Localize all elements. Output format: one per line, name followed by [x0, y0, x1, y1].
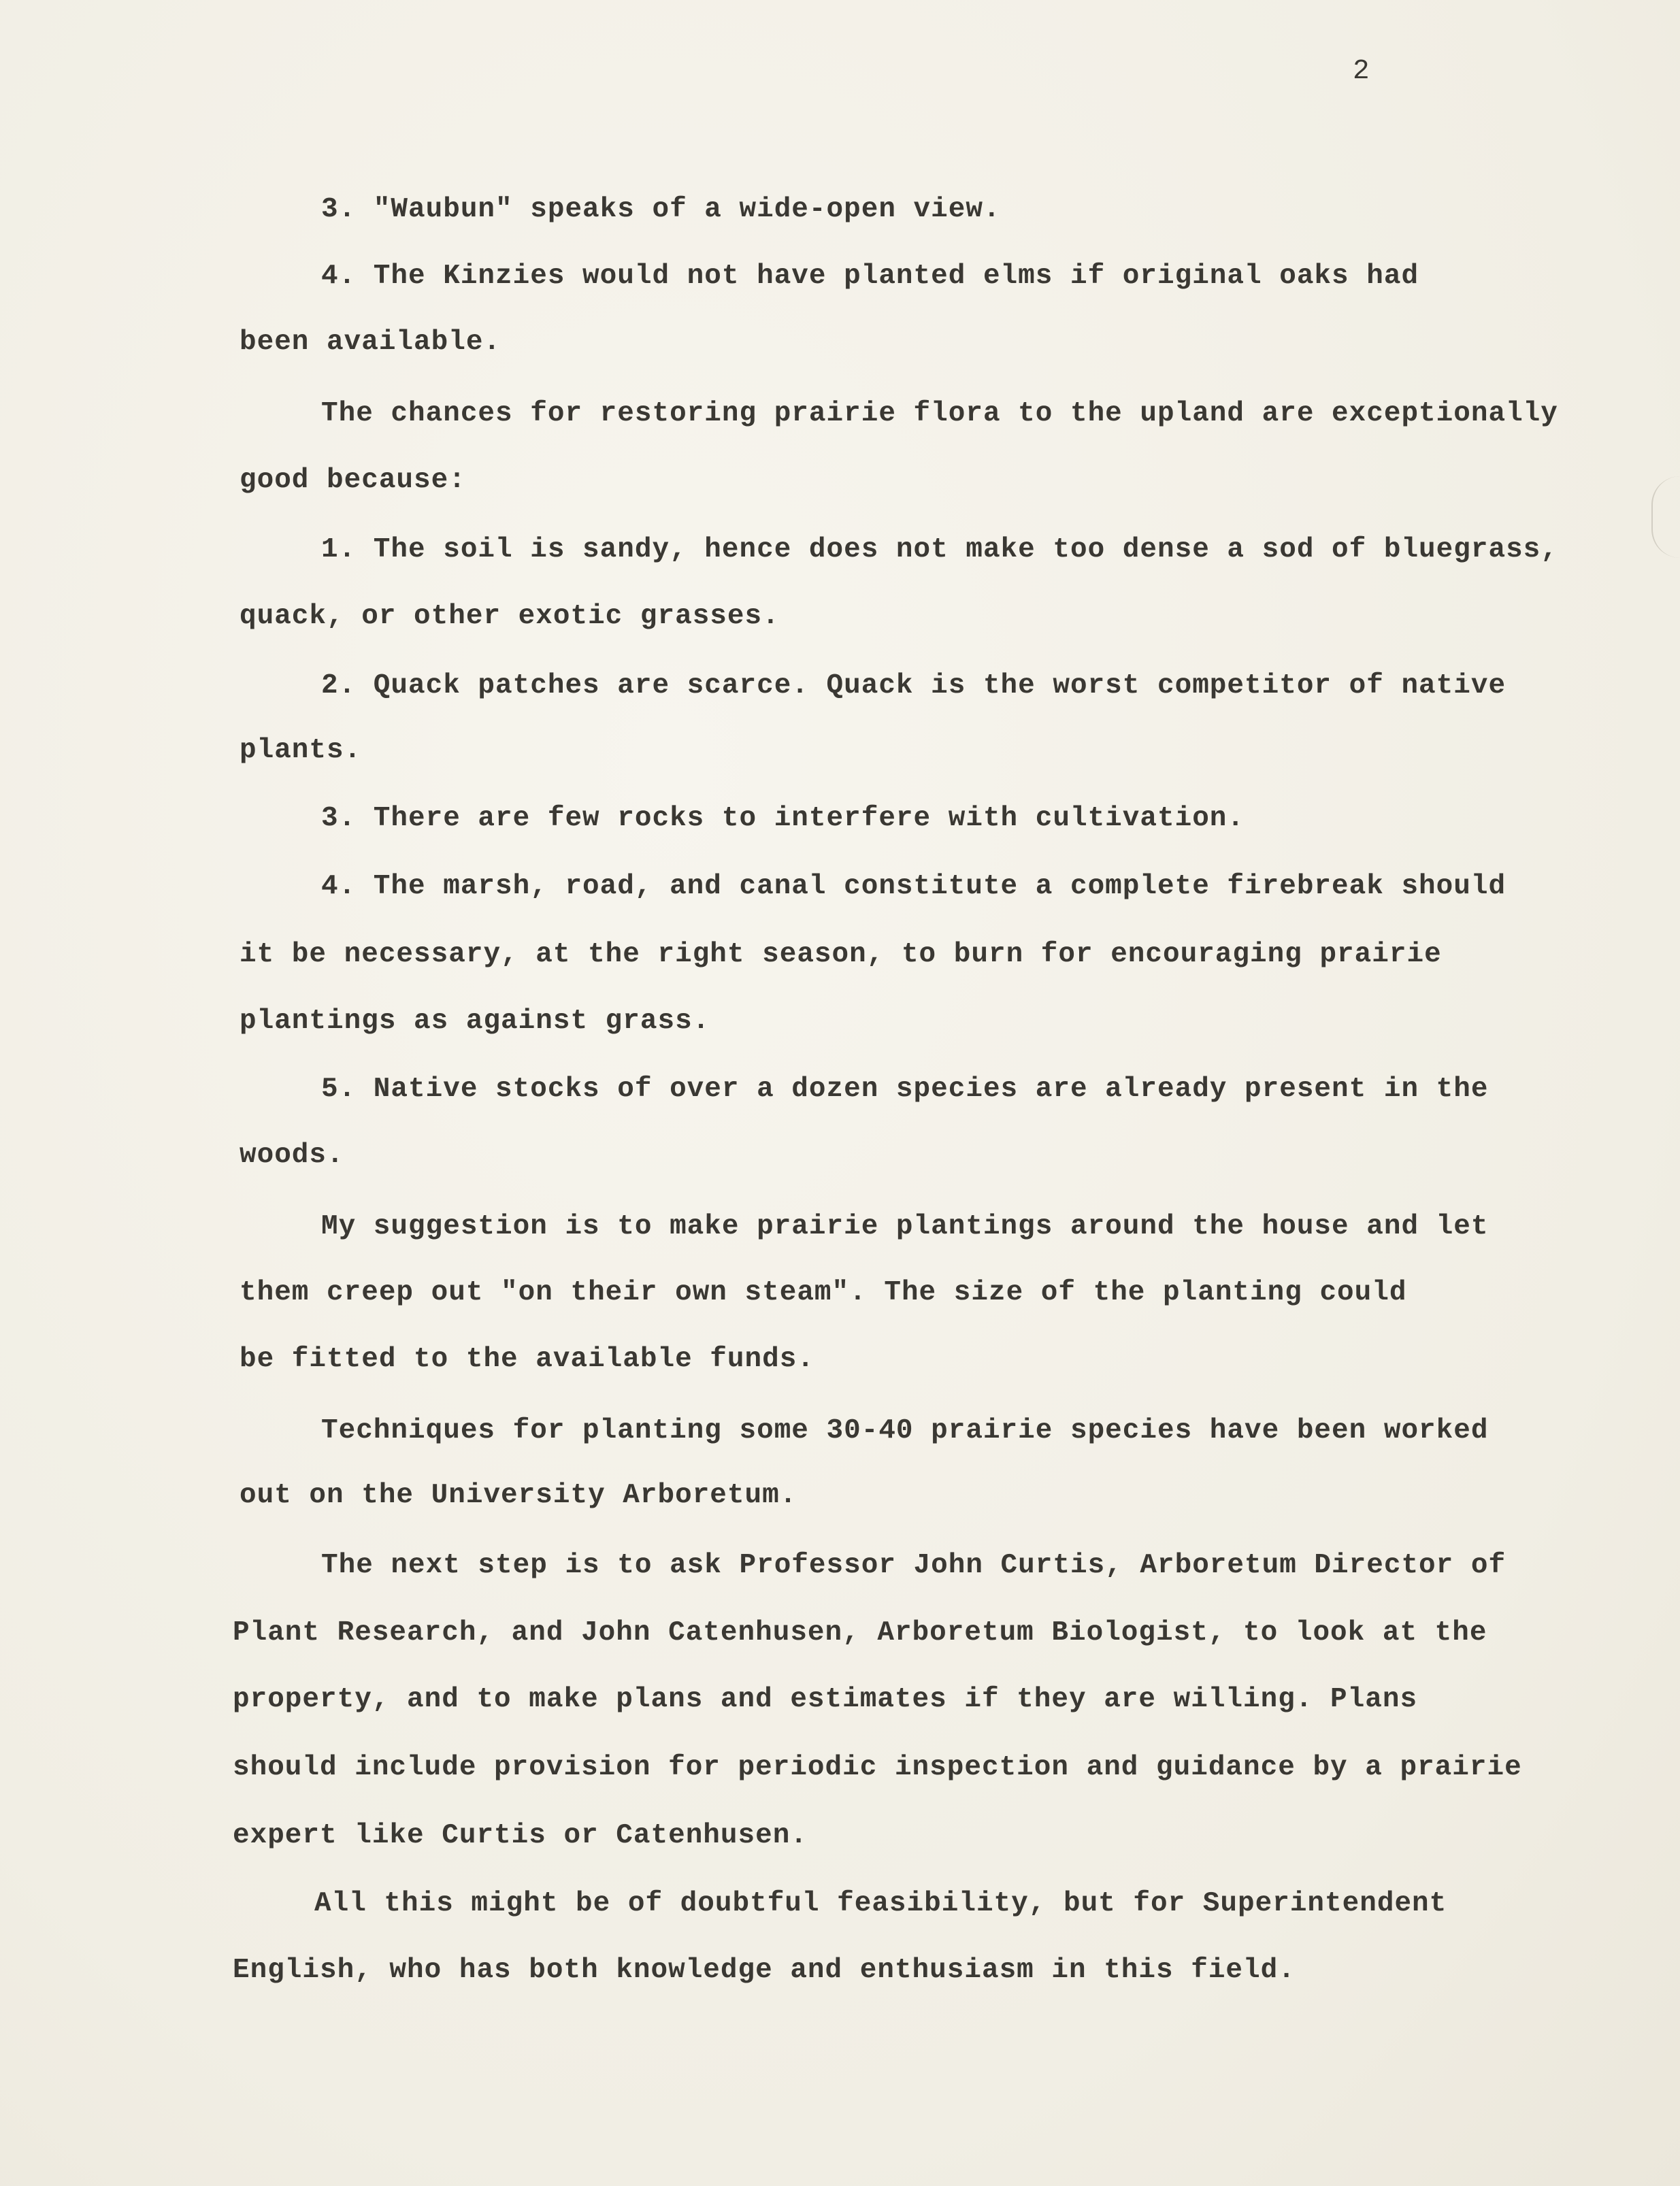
paper-edge-mark	[1651, 476, 1680, 558]
text-line: 2. Quack patches are scarce. Quack is the worst competitor of native	[321, 670, 1506, 701]
text-line: out on the University Arboretum.	[240, 1480, 797, 1511]
text-line: 1. The soil is sandy, hence does not make too dense a sod of bluegrass,	[321, 534, 1558, 565]
text-line: plants.	[240, 735, 362, 766]
text-line: plantings as against grass.	[240, 1006, 710, 1037]
page-number: 2	[1353, 56, 1370, 87]
text-line: All this might be of doubtful feasibility, but for Superintendent	[314, 1888, 1447, 1919]
text-line: woods.	[240, 1140, 344, 1171]
text-line: expert like Curtis or Catenhusen.	[233, 1820, 808, 1851]
text-line: English, who has both knowledge and enthusiasm in this field.	[233, 1955, 1296, 1986]
text-line: Techniques for planting some 30-40 prairie species have been worked	[321, 1415, 1489, 1446]
text-line: them creep out "on their own steam". The size of the planting could	[240, 1277, 1407, 1308]
text-line: quack, or other exotic grasses.	[240, 601, 780, 632]
text-line: property, and to make plans and estimates if they are willing. Plans	[233, 1684, 1418, 1715]
text-line: 3. "Waubun" speaks of a wide-open view.	[321, 194, 1001, 225]
text-line: My suggestion is to make prairie plantings around the house and let	[321, 1211, 1489, 1242]
text-line: The chances for restoring prairie flora to the upland are exceptionally	[321, 398, 1558, 429]
text-line: good because:	[240, 465, 466, 496]
text-line: be fitted to the available funds.	[240, 1344, 814, 1375]
text-line: Plant Research, and John Catenhusen, Arboretum Biologist, to look at the	[233, 1617, 1487, 1649]
text-line: 4. The marsh, road, and canal constitute a complete firebreak should	[321, 871, 1506, 902]
text-line: The next step is to ask Professor John Curtis, Arboretum Director of	[321, 1550, 1506, 1581]
text-line: 5. Native stocks of over a dozen species are already present in the	[321, 1074, 1489, 1105]
text-line: 4. The Kinzies would not have planted elms if original oaks had	[321, 261, 1419, 292]
text-line: it be necessary, at the right season, to burn for encouraging prairie	[240, 939, 1442, 970]
text-line: been available.	[240, 327, 501, 358]
text-line: 3. There are few rocks to interfere with cultivation.	[321, 803, 1245, 834]
text-line: should include provision for periodic inspection and guidance by a prairie	[233, 1752, 1522, 1783]
